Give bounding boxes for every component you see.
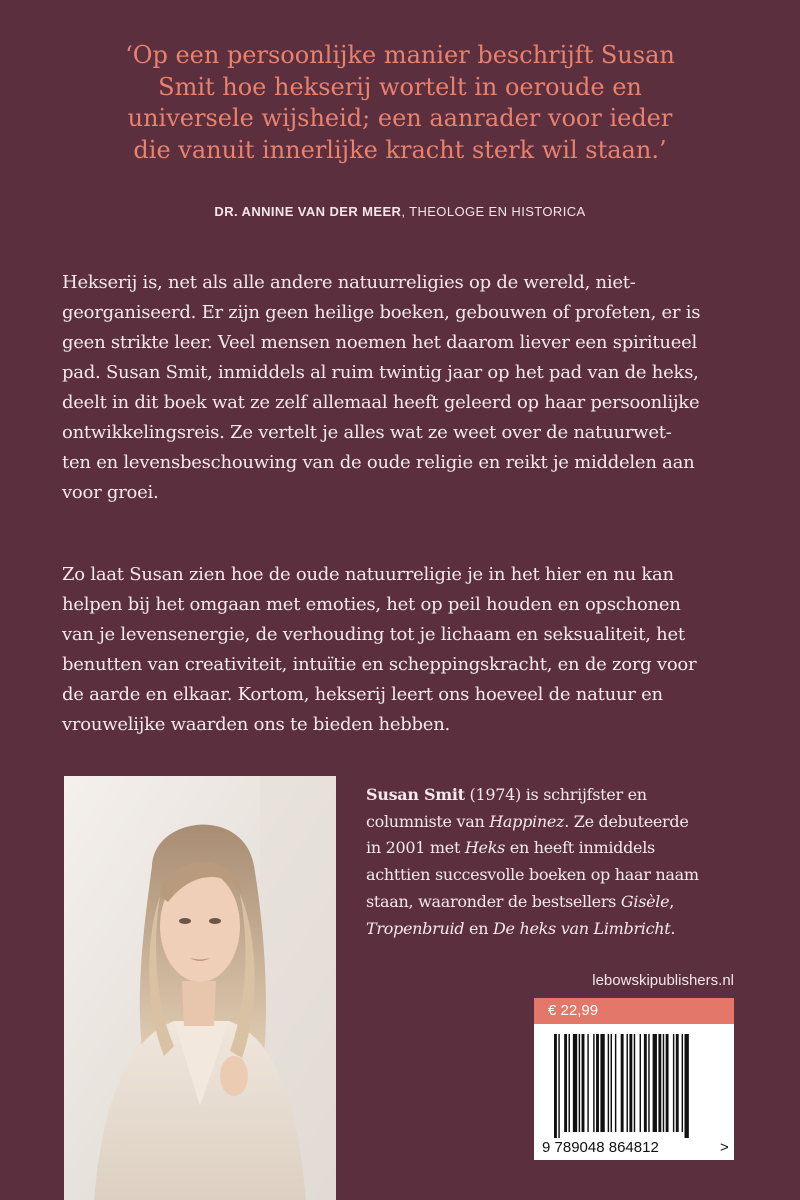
- price-band: [534, 998, 734, 1024]
- barcode-bar: [629, 1034, 632, 1132]
- price-label: € 22,99: [548, 1002, 599, 1019]
- barcode-bar: [611, 1034, 612, 1132]
- text-line: benutten van creativiteit, intuïtie en scheppingskracht, en de zorg voor: [62, 654, 697, 675]
- bio-line: [366, 835, 746, 862]
- barcode-bar: [653, 1034, 657, 1132]
- barcode-bar: [685, 1034, 689, 1138]
- bio-line: [366, 782, 746, 809]
- barcode-bar: [663, 1034, 664, 1132]
- isbn-suffix: >: [720, 1139, 729, 1156]
- book-title: Gisèle: [620, 891, 670, 911]
- barcode-bar: [579, 1034, 580, 1132]
- text-line: pad. Susan Smit, inmiddels al ruim twintig jaar op het pad van de heks,: [62, 362, 699, 383]
- barcode-bar: [658, 1034, 661, 1132]
- isbn-digits: 9 789048 864812: [542, 1139, 659, 1156]
- text-line: helpen bij het omgaan met emoties, het op peil houden en opschonen: [62, 594, 681, 615]
- quote-line: Smit hoe hekserij wortelt in oeroude en: [158, 72, 642, 101]
- barcode-bar: [608, 1034, 609, 1132]
- bio-text: in 2001 met: [366, 838, 465, 858]
- bio-line: [366, 889, 746, 916]
- text-line: voor groei.: [62, 482, 159, 503]
- book-title: Heks: [464, 838, 506, 858]
- barcode-bar: [621, 1034, 624, 1132]
- endorsement-quote: [60, 40, 740, 166]
- barcode-bar: [593, 1034, 594, 1132]
- quote-author: DR. ANNINE VAN DER MEER: [214, 204, 402, 219]
- quote-attribution: [60, 204, 740, 219]
- barcode-bar: [640, 1034, 641, 1132]
- bio-text: en heeft inmiddels: [505, 838, 655, 858]
- barcode-image: [534, 1024, 734, 1160]
- barcode-bar: [627, 1034, 628, 1132]
- text-line: Hekserij is, net als alle andere natuurreligies op de wereld, niet-: [62, 272, 636, 293]
- quote-line: die vanuit innerlijke kracht sterk wil staan.’: [133, 135, 667, 164]
- barcode-bar: [666, 1034, 669, 1132]
- bio-text: staan, waaronder de bestsellers: [366, 891, 617, 911]
- bio-text: .: [670, 918, 676, 938]
- bio-text: . Ze debuteerde: [564, 811, 689, 831]
- barcode-bar: [582, 1034, 585, 1132]
- text-line: de aarde en elkaar. Kortom, hekserij leert ons hoeveel de natuur en: [62, 684, 663, 705]
- bio-line: [366, 809, 746, 836]
- publisher-website: lebowskipublishers.nl: [592, 972, 734, 989]
- barcode-bar: [554, 1034, 557, 1138]
- barcode-bar: [600, 1034, 604, 1132]
- bio-line: achttien succesvolle boeken op haar naam: [366, 865, 699, 885]
- text-line: ten en levensbeschouwing van de oude religie en reikt je middelen aan: [62, 452, 695, 473]
- bio-line: [366, 916, 746, 943]
- text-line: geen strikte leer. Veel mensen noemen het daarom liever een spiritueel: [62, 332, 697, 353]
- description-paragraph-1: [62, 268, 752, 508]
- book-title: De heks van Limbricht: [492, 918, 671, 938]
- barcode-bar: [634, 1034, 635, 1132]
- author-photo: [64, 776, 336, 1200]
- barcode-bar: [615, 1034, 616, 1132]
- text-line: ontwikkelingsreis. Ze vertelt je alles wat ze weet over de natuurwet-: [62, 422, 672, 443]
- isbn-barcode: [534, 1024, 734, 1160]
- barcode-bar: [596, 1034, 599, 1132]
- text-line: deelt in dit boek wat ze zelf allemaal heeft geleerd op haar persoonlijke: [62, 392, 700, 413]
- bio-text: ,: [669, 891, 675, 911]
- barcode-bar: [673, 1034, 674, 1132]
- bio-text: (1974) is schrijfster en: [464, 785, 647, 804]
- text-line: van je levensenergie, de verhouding tot je lichaam en seksualiteit, het: [62, 624, 685, 645]
- magazine-title: Happinez: [489, 811, 565, 831]
- text-line: vrouwelijke waarden ons te bieden hebben.: [62, 714, 451, 735]
- quote-line: universele wijsheid; een aanrader voor ieder: [127, 104, 673, 132]
- barcode-bar: [569, 1034, 570, 1132]
- barcode-bars: [554, 1034, 689, 1138]
- barcode-bar: [676, 1034, 679, 1132]
- book-title: Tropenbruid: [366, 918, 465, 938]
- barcode-bar: [587, 1034, 588, 1132]
- author-portrait-image: [64, 776, 336, 1200]
- barcode-bar: [558, 1034, 559, 1138]
- quote-author-title: , THEOLOGE EN HISTORICA: [401, 204, 586, 219]
- author-name: Susan Smit: [366, 785, 465, 804]
- bio-text: en: [464, 918, 493, 938]
- barcode-bar: [564, 1034, 567, 1132]
- barcode-bar: [682, 1034, 683, 1132]
- quote-line: ‘Op een persoonlijke manier beschrijft Susan: [125, 41, 675, 69]
- bio-text: columniste van: [366, 811, 490, 831]
- text-line: georganiseerd. Er zijn geen heilige boeken, gebouwen of profeten, er is: [62, 302, 701, 323]
- author-bio: [366, 782, 746, 942]
- barcode-bar: [644, 1034, 647, 1132]
- barcode-bar: [573, 1034, 577, 1132]
- text-line: Zo laat Susan zien hoe de oude natuurreligie je in het hier en nu kan: [62, 564, 674, 585]
- description-paragraph-2: [62, 560, 752, 740]
- barcode-bar: [648, 1034, 649, 1132]
